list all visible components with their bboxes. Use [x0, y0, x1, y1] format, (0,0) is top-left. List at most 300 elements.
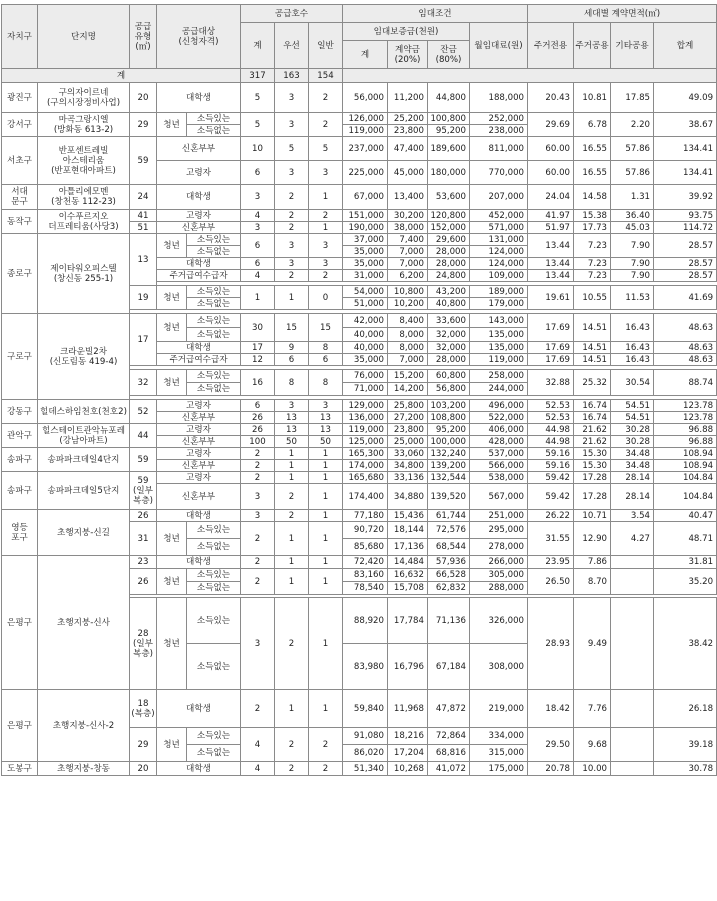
table-row	[2, 690, 717, 728]
table-cell: 2	[309, 728, 343, 762]
table-cell: 3	[275, 113, 309, 137]
header-contract	[388, 41, 428, 69]
table-cell: 5	[241, 113, 275, 137]
table-cell: 72,576	[428, 522, 470, 539]
table-cell: 406,000	[470, 424, 528, 436]
table-cell: 2	[275, 598, 309, 690]
table-cell: 16.55	[574, 137, 611, 161]
table-cell: 20.43	[528, 83, 574, 113]
table-cell: 288,000	[470, 582, 528, 595]
table-cell: 53,600	[428, 185, 470, 210]
table-cell: 34.48	[611, 448, 654, 460]
table-cell: 1	[309, 690, 343, 728]
table-cell: 238,000	[470, 125, 528, 137]
table-cell: 소득없는	[187, 745, 241, 762]
table-cell: 3	[241, 484, 275, 510]
table-cell: 1	[309, 448, 343, 460]
table-cell: 25.32	[574, 370, 611, 396]
table-cell: 108.94	[654, 448, 717, 460]
table-cell: 51,000	[343, 298, 388, 310]
table-cell: 13	[309, 412, 343, 424]
table-cell: 123.78	[654, 412, 717, 424]
table-cell: 108,800	[428, 412, 470, 424]
table-cell: 96.88	[654, 436, 717, 448]
table-cell: 신혼부부	[157, 222, 241, 234]
table-cell: 3.54	[611, 510, 654, 522]
table-cell: 44.98	[528, 424, 574, 436]
table-cell: 49.09	[654, 83, 717, 113]
table-cell: 40.47	[654, 510, 717, 522]
table-cell: 6	[241, 400, 275, 412]
table-cell: 13.44	[528, 258, 574, 270]
table-cell: 126,000	[343, 113, 388, 125]
table-row	[2, 113, 717, 125]
table-cell: 3	[241, 510, 275, 522]
table-cell: 7.90	[611, 234, 654, 258]
table-cell: 15.30	[574, 448, 611, 460]
table-cell: 소득있는	[187, 370, 241, 383]
table-cell: 16,632	[388, 569, 428, 582]
table-row	[2, 472, 717, 484]
table-cell: 동작구	[2, 210, 38, 234]
table-cell: 10,800	[388, 286, 428, 298]
table-cell: 6	[241, 234, 275, 258]
table-cell: 힐스테이트관악뉴포레 (강남아파트)	[38, 424, 130, 448]
table-cell: 제이타워오피스텔 (창신동 255-1)	[38, 234, 130, 314]
table-cell: 278,000	[470, 539, 528, 556]
table-cell: 14.51	[574, 314, 611, 342]
header-type-text: 공급 유형 (㎡)	[134, 21, 152, 52]
table-cell: 45.03	[611, 222, 654, 234]
table-cell: 26.50	[528, 569, 574, 595]
table-cell: 송파구	[2, 472, 38, 510]
table-cell: 237,000	[343, 137, 388, 161]
table-cell: 96.88	[654, 424, 717, 436]
total-priority: 163	[275, 69, 309, 83]
table-cell: 대학생	[157, 556, 241, 569]
table-cell: 1	[309, 556, 343, 569]
table-cell: 13	[130, 234, 157, 286]
table-cell: 7.86	[574, 556, 611, 569]
table-cell: 100	[241, 436, 275, 448]
table-cell: 0	[309, 286, 343, 310]
total-general: 154	[309, 69, 343, 83]
table-cell: 86,020	[343, 745, 388, 762]
table-cell: 131,000	[470, 234, 528, 246]
table-cell: 2	[309, 270, 343, 282]
table-cell: 초행지붕-신사	[38, 556, 130, 690]
table-cell: 143,000	[470, 314, 528, 328]
table-cell: 청년	[157, 370, 187, 396]
table-cell: 청년	[157, 113, 187, 137]
table-cell: 124,000	[470, 258, 528, 270]
table-cell: 151,000	[343, 210, 388, 222]
table-cell: 770,000	[470, 161, 528, 185]
table-cell: 은평구	[2, 556, 38, 690]
table-cell: 광진구	[2, 83, 38, 113]
table-cell: 10,268	[388, 762, 428, 776]
table-cell: 52	[130, 400, 157, 424]
table-cell: 12.90	[574, 522, 611, 556]
table-cell: 강서구	[2, 113, 38, 137]
table-cell: 54.51	[611, 412, 654, 424]
table-cell: 종로구	[2, 234, 38, 314]
table-cell: 32,000	[428, 342, 470, 354]
table-row	[2, 137, 717, 161]
table-cell: 29.69	[528, 113, 574, 137]
table-cell: 31	[130, 522, 157, 556]
table-cell: 15,200	[388, 370, 428, 383]
table-cell: 334,000	[470, 728, 528, 745]
table-cell: 송파파크데일5단지	[38, 472, 130, 510]
table-cell: 14,484	[388, 556, 428, 569]
table-cell: 2	[241, 690, 275, 728]
table-cell: 326,000	[470, 598, 528, 644]
table-cell: 1	[275, 569, 309, 595]
table-cell: 고령자	[157, 424, 241, 436]
table-cell: 주거급여수급자	[157, 354, 241, 366]
table-cell: 35,000	[343, 246, 388, 258]
header-deposit: 임대보증금(천원)	[343, 23, 470, 41]
table-cell: 24.04	[528, 185, 574, 210]
table-cell: 123.78	[654, 400, 717, 412]
table-cell: 8	[309, 370, 343, 396]
total-label: 계	[2, 69, 241, 83]
table-cell: 6	[241, 161, 275, 185]
table-cell: 7.23	[574, 234, 611, 258]
table-cell: 13,400	[388, 185, 428, 210]
table-cell: 42,000	[343, 314, 388, 328]
table-cell: 1	[275, 448, 309, 460]
table-cell: 16.74	[574, 412, 611, 424]
table-cell: 17.69	[528, 342, 574, 354]
table-cell: 21.62	[574, 424, 611, 436]
table-row	[2, 210, 717, 222]
table-cell: 대학생	[157, 510, 241, 522]
table-cell: 8,000	[388, 342, 428, 354]
table-cell: 28,000	[428, 258, 470, 270]
header-region: 자치구	[2, 5, 38, 69]
table-row	[2, 400, 717, 412]
table-cell: 20.78	[528, 762, 574, 776]
table-cell: 125,000	[343, 436, 388, 448]
table-row	[2, 424, 717, 436]
table-cell: 120,800	[428, 210, 470, 222]
table-cell: 44.98	[528, 436, 574, 448]
table-cell: 서초구	[2, 137, 38, 185]
table-cell: 2	[241, 522, 275, 556]
table-cell: 54.51	[611, 400, 654, 412]
table-cell: 26	[241, 412, 275, 424]
table-cell: 28,000	[428, 246, 470, 258]
table-cell: 95,200	[428, 424, 470, 436]
table-cell: 소득없는	[187, 298, 241, 310]
table-cell: 3	[309, 400, 343, 412]
table-cell: 78,540	[343, 582, 388, 595]
table-row	[2, 83, 717, 113]
table-cell: 57.86	[611, 137, 654, 161]
table-cell: 139,520	[428, 484, 470, 510]
table-cell: 31.55	[528, 522, 574, 556]
table-cell: 신혼부부	[157, 412, 241, 424]
table-cell: 93.75	[654, 210, 717, 222]
table-cell: 초행지붕-신길	[38, 510, 130, 556]
table-cell: 48.71	[654, 522, 717, 556]
table-cell: 16.74	[574, 400, 611, 412]
table-cell: 59	[130, 448, 157, 472]
table-cell: 15	[275, 314, 309, 342]
table-cell: 189,000	[470, 286, 528, 298]
table-cell: 29.50	[528, 728, 574, 762]
table-cell	[611, 569, 654, 595]
table-cell: 2	[241, 472, 275, 484]
table-cell: 1	[275, 690, 309, 728]
header-supply-general: 일반	[309, 23, 343, 69]
table-cell: 10.71	[574, 510, 611, 522]
table-cell: 20	[130, 83, 157, 113]
table-cell: 25,000	[388, 436, 428, 448]
table-cell: 59.16	[528, 460, 574, 472]
header-balance-text: 잔금 (80%)	[435, 44, 462, 65]
table-cell: 15.30	[574, 460, 611, 472]
table-cell: 4	[241, 270, 275, 282]
table-cell: 2	[275, 210, 309, 222]
table-cell: 17.69	[528, 354, 574, 366]
table-cell: 50	[275, 436, 309, 448]
table-cell: 52.53	[528, 400, 574, 412]
table-cell: 77,180	[343, 510, 388, 522]
table-cell	[611, 598, 654, 690]
table-cell: 35,000	[343, 258, 388, 270]
table-cell: 35.20	[654, 569, 717, 595]
table-cell: 8,000	[388, 328, 428, 342]
table-cell: 136,000	[343, 412, 388, 424]
table-row	[2, 185, 717, 210]
table-cell: 12	[241, 354, 275, 366]
table-row	[2, 234, 717, 246]
table-cell: 송파구	[2, 448, 38, 472]
table-cell: 7.76	[574, 690, 611, 728]
table-cell: 2	[309, 762, 343, 776]
table-cell: 17.73	[574, 222, 611, 234]
table-cell: 10.00	[574, 762, 611, 776]
table-cell: 신혼부부	[157, 484, 241, 510]
table-cell: 28.14	[611, 472, 654, 484]
header-target	[157, 5, 241, 69]
table-cell: 56,800	[428, 383, 470, 396]
table-cell: 71,136	[428, 598, 470, 644]
table-cell: 초행지붕-창동	[38, 762, 130, 776]
table-cell: 47,400	[388, 137, 428, 161]
table-cell: 소득없는	[187, 582, 241, 595]
table-cell: 13	[275, 424, 309, 436]
table-cell: 134.41	[654, 161, 717, 185]
table-cell: 서대 문구	[2, 185, 38, 210]
table-cell: 119,000	[343, 125, 388, 137]
table-cell: 39.92	[654, 185, 717, 210]
table-cell: 37,000	[343, 234, 388, 246]
table-cell: 40,800	[428, 298, 470, 310]
table-cell: 고령자	[157, 210, 241, 222]
table-cell: 62,832	[428, 582, 470, 595]
table-cell: 1	[275, 286, 309, 310]
table-cell: 6	[241, 258, 275, 270]
table-cell: 30.28	[611, 424, 654, 436]
table-cell: 180,000	[428, 161, 470, 185]
table-cell: 100,000	[428, 436, 470, 448]
table-cell: 6	[275, 354, 309, 366]
table-cell: 108.94	[654, 460, 717, 472]
table-cell: 소득있는	[187, 314, 241, 328]
table-cell: 5	[275, 137, 309, 161]
table-cell: 청년	[157, 728, 187, 762]
table-cell: 88,920	[343, 598, 388, 644]
table-cell: 103,200	[428, 400, 470, 412]
table-row	[2, 556, 717, 569]
table-cell: 2	[241, 556, 275, 569]
header-area-sum: 합계	[654, 23, 717, 69]
table-cell: 109,000	[470, 270, 528, 282]
table-cell: 18,216	[388, 728, 428, 745]
table-cell: 104.84	[654, 484, 717, 510]
table-cell: 26	[130, 510, 157, 522]
table-cell: 30.78	[654, 762, 717, 776]
table-cell: 135,000	[470, 342, 528, 354]
table-cell: 104.84	[654, 472, 717, 484]
table-cell: 소득없는	[187, 328, 241, 342]
table-cell: 대학생	[157, 258, 241, 270]
table-cell: 91,080	[343, 728, 388, 745]
table-cell: 38.42	[654, 598, 717, 690]
table-cell: 2	[309, 113, 343, 137]
table-cell: 1	[309, 510, 343, 522]
table-cell: 6.78	[574, 113, 611, 137]
table-cell: 힐데스하임천호(천호2)	[38, 400, 130, 424]
table-cell: 34.48	[611, 460, 654, 472]
table-cell: 28.57	[654, 234, 717, 258]
header-area-other: 기타공용	[611, 23, 654, 69]
table-cell: 3	[309, 161, 343, 185]
table-cell	[611, 556, 654, 569]
table-cell: 34,880	[388, 484, 428, 510]
table-cell: 76,000	[343, 370, 388, 383]
table-cell: 1	[275, 556, 309, 569]
table-cell: 7,000	[388, 354, 428, 366]
table-cell: 2	[275, 185, 309, 210]
table-cell: 소득없는	[187, 246, 241, 258]
table-cell: 7.23	[574, 258, 611, 270]
table-cell: 16	[241, 370, 275, 396]
table-cell: 71,000	[343, 383, 388, 396]
table-cell	[611, 728, 654, 762]
table-cell: 24	[130, 185, 157, 210]
table-cell: 소득없는	[187, 125, 241, 137]
table-cell: 100,800	[428, 113, 470, 125]
table-cell: 59 (일부 복층)	[130, 472, 157, 510]
table-cell: 대학생	[157, 185, 241, 210]
table-cell: 마곡그랑시엘 (방화동 613-2)	[38, 113, 130, 137]
total-supply: 317	[241, 69, 275, 83]
table-cell: 244,000	[470, 383, 528, 396]
table-cell: 1.31	[611, 185, 654, 210]
table-cell: 30,200	[388, 210, 428, 222]
table-cell: 소득있는	[187, 113, 241, 125]
table-cell: 11.53	[611, 286, 654, 310]
table-cell: 60.00	[528, 161, 574, 185]
table-cell: 2	[241, 448, 275, 460]
table-cell: 1	[275, 460, 309, 472]
table-cell: 119,000	[470, 354, 528, 366]
table-cell: 7.90	[611, 270, 654, 282]
table-cell: 85,680	[343, 539, 388, 556]
table-cell: 33,600	[428, 314, 470, 328]
table-cell: 522,000	[470, 412, 528, 424]
table-cell: 41.97	[528, 210, 574, 222]
table-cell: 주거급여수급자	[157, 270, 241, 282]
table-cell: 1	[309, 598, 343, 690]
table-cell: 50	[309, 436, 343, 448]
table-cell: 고령자	[157, 161, 241, 185]
table-cell: 21.62	[574, 436, 611, 448]
total-blank	[343, 69, 717, 83]
table-cell: 88.74	[654, 370, 717, 396]
table-cell: 1	[309, 569, 343, 595]
table-cell: 3	[275, 258, 309, 270]
table-cell: 1	[309, 472, 343, 484]
table-cell: 강동구	[2, 400, 38, 424]
header-supply-priority: 우선	[275, 23, 309, 69]
table-cell: 은평구	[2, 690, 38, 762]
table-cell: 26	[130, 569, 157, 595]
table-cell: 28.57	[654, 258, 717, 270]
table-cell: 32,000	[428, 328, 470, 342]
table-cell: 59.16	[528, 448, 574, 460]
table-cell: 3	[275, 234, 309, 258]
table-cell: 2	[241, 569, 275, 595]
table-cell: 567,000	[470, 484, 528, 510]
table-cell: 51,340	[343, 762, 388, 776]
table-cell: 소득있는	[187, 728, 241, 745]
table-cell: 13	[309, 424, 343, 436]
table-cell: 51	[130, 222, 157, 234]
table-cell: 219,000	[470, 690, 528, 728]
table-cell: 26	[241, 424, 275, 436]
table-cell: 124,000	[470, 246, 528, 258]
table-cell: 188,000	[470, 83, 528, 113]
table-cell: 252,000	[470, 113, 528, 125]
table-cell: 2	[275, 484, 309, 510]
table-cell: 9	[275, 342, 309, 354]
table-cell: 19.61	[528, 286, 574, 310]
table-cell: 5	[309, 137, 343, 161]
table-cell: 23,800	[388, 125, 428, 137]
table-cell: 67,184	[428, 644, 470, 690]
table-cell: 29	[130, 728, 157, 762]
table-cell: 59.42	[528, 472, 574, 484]
table-cell: 308,000	[470, 644, 528, 690]
table-cell: 1	[275, 522, 309, 556]
table-cell: 17,136	[388, 539, 428, 556]
table-cell: 251,000	[470, 510, 528, 522]
table-cell: 15,708	[388, 582, 428, 595]
table-cell: 23	[130, 556, 157, 569]
table-cell: 48.63	[654, 314, 717, 342]
table-cell: 47,872	[428, 690, 470, 728]
table-cell: 1	[275, 472, 309, 484]
header-area-private: 주거전용	[528, 23, 574, 69]
table-cell: 청년	[157, 569, 187, 595]
table-cell: 신혼부부	[157, 137, 241, 161]
